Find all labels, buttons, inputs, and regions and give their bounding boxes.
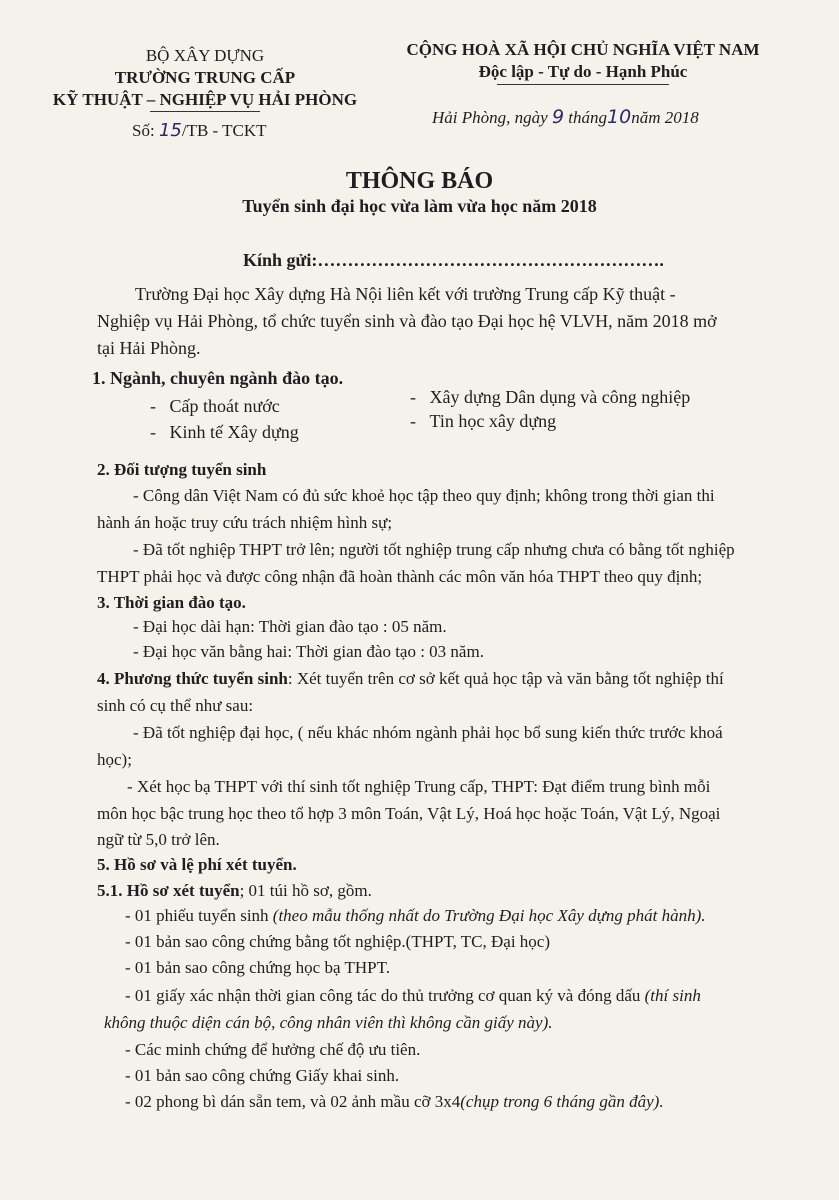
- section4-line: môn học bậc trung học theo tổ hợp 3 môn Toán, Vật Lý, Hoá học hoặc Toán, Vật Lý, Ngoại: [97, 804, 721, 823]
- section5-item: - 01 bản sao công chứng học bạ THPT.: [125, 958, 390, 977]
- school-name-line2: KỸ THUẬT – NGHIỆP VỤ HẢI PHÒNG: [52, 90, 358, 109]
- section5-1-line: 5.1. Hồ sơ xét tuyển; 01 túi hồ sơ, gồm.: [97, 881, 372, 900]
- recipient-line: Kính gửi:………………………………………………….: [243, 250, 664, 270]
- header-left-divider: [150, 111, 260, 112]
- intro-line-3: tại Hải Phòng.: [97, 338, 201, 358]
- school-name-line1: TRƯỜNG TRUNG CẤP: [114, 68, 296, 87]
- national-motto: Độc lập - Tự do - Hạnh Phúc: [478, 62, 688, 81]
- section4-line: ngữ từ 5,0 trở lên.: [97, 830, 220, 849]
- section2-line: - Đã tốt nghiệp THPT trở lên; người tốt nghiệp trung cấp nhưng chưa có bằng tốt nghiệp: [133, 540, 735, 559]
- section4-heading-line: 4. Phương thức tuyển sinh: Xét tuyển trên cơ sở kết quả học tập và văn bằng tốt nghiệp thí: [97, 669, 724, 688]
- section4-line: - Xét học bạ THPT với thí sinh tốt nghiệp Trung cấp, THPT: Đạt điểm trung bình mỗi: [127, 777, 711, 796]
- section5-item-continuation: không thuộc diện cán bộ, công nhân viên thì không cần giấy này).: [104, 1013, 553, 1032]
- country-name: CỘNG HOÀ XÃ HỘI CHỦ NGHĨA VIỆT NAM: [406, 40, 760, 59]
- section1-heading: 1. Ngành, chuyên ngành đào tạo.: [92, 368, 344, 388]
- intro-line-1: Trường Đại học Xây dựng Hà Nội liên kết với trường Trung cấp Kỹ thuật -: [135, 284, 676, 304]
- document-subtitle: Tuyển sinh đại học vừa làm vừa học năm 2018: [242, 196, 597, 216]
- section4-heading: 4. Phương thức tuyển sinh: [97, 669, 288, 688]
- intro-line-2: Nghiệp vụ Hải Phòng, tổ chức tuyển sinh và đào tạo Đại học hệ VLVH, năm 2018 mở: [97, 311, 717, 331]
- section1-item: - Kinh tế Xây dựng: [150, 422, 299, 442]
- section5-item: - 01 phiếu tuyển sinh (theo mẫu thống nhất do Trường Đại học Xây dựng phát hành).: [125, 906, 706, 925]
- section2-line: hành án hoặc truy cứu trách nhiệm hình sự;: [97, 513, 393, 532]
- section5-item: - 01 bản sao công chứng bằng tốt nghiệp.(THPT, TC, Đại học): [125, 932, 550, 951]
- ministry-name: BỘ XÂY DỰNG: [145, 46, 265, 65]
- document-number: Số: 15/TB - TCKT: [132, 120, 267, 141]
- section4-line: sinh có cụ thể như sau:: [97, 696, 254, 715]
- section5-item: - Các minh chứng để hưởng chế độ ưu tiên.: [125, 1040, 421, 1059]
- section1-item: - Tin học xây dựng: [410, 411, 557, 431]
- section3-heading: 3. Thời gian đào tạo.: [97, 593, 246, 612]
- document-number-value: 15: [158, 120, 182, 141]
- date-day: 9: [551, 106, 565, 128]
- document-title: THÔNG BÁO: [345, 168, 494, 194]
- document-date: Hải Phòng, ngày 9 tháng10năm 2018: [432, 106, 699, 128]
- section5-heading: 5. Hồ sơ và lệ phí xét tuyển.: [97, 855, 297, 874]
- date-month: 10: [607, 106, 632, 128]
- section4-line: học);: [97, 750, 132, 769]
- section2-heading: 2. Đối tượng tuyển sinh: [97, 460, 267, 479]
- section3-line: - Đại học dài hạn: Thời gian đào tạo : 05 năm.: [133, 617, 447, 636]
- section5-item: - 02 phong bì dán sẵn tem, và 02 ảnh mầu cỡ 3x4(chụp trong 6 tháng gần đây).: [125, 1092, 664, 1111]
- section4-line: - Đã tốt nghiệp đại học, ( nếu khác nhóm ngành phải học bổ sung kiến thức trước khoá: [133, 723, 723, 742]
- header-right-divider: [497, 84, 669, 85]
- section2-line: THPT phải học và được công nhận đã hoàn thành các môn văn hóa THPT theo quy định;: [97, 567, 703, 586]
- section1-item: - Cấp thoát nước: [150, 396, 280, 416]
- section3-line: - Đại học văn bằng hai: Thời gian đào tạo : 03 năm.: [133, 642, 484, 661]
- section5-1-heading: 5.1. Hồ sơ xét tuyển: [97, 881, 240, 900]
- section5-item: - 01 bản sao công chứng Giấy khai sinh.: [125, 1066, 400, 1085]
- section2-line: - Công dân Việt Nam có đủ sức khoẻ học tập theo quy định; không trong thời gian thi: [133, 486, 715, 505]
- section1-item: - Xây dựng Dân dụng và công nghiệp: [410, 387, 691, 407]
- section5-item: - 01 giấy xác nhận thời gian công tác do thủ trưởng cơ quan ký và đóng dấu (thí sinh: [125, 986, 701, 1005]
